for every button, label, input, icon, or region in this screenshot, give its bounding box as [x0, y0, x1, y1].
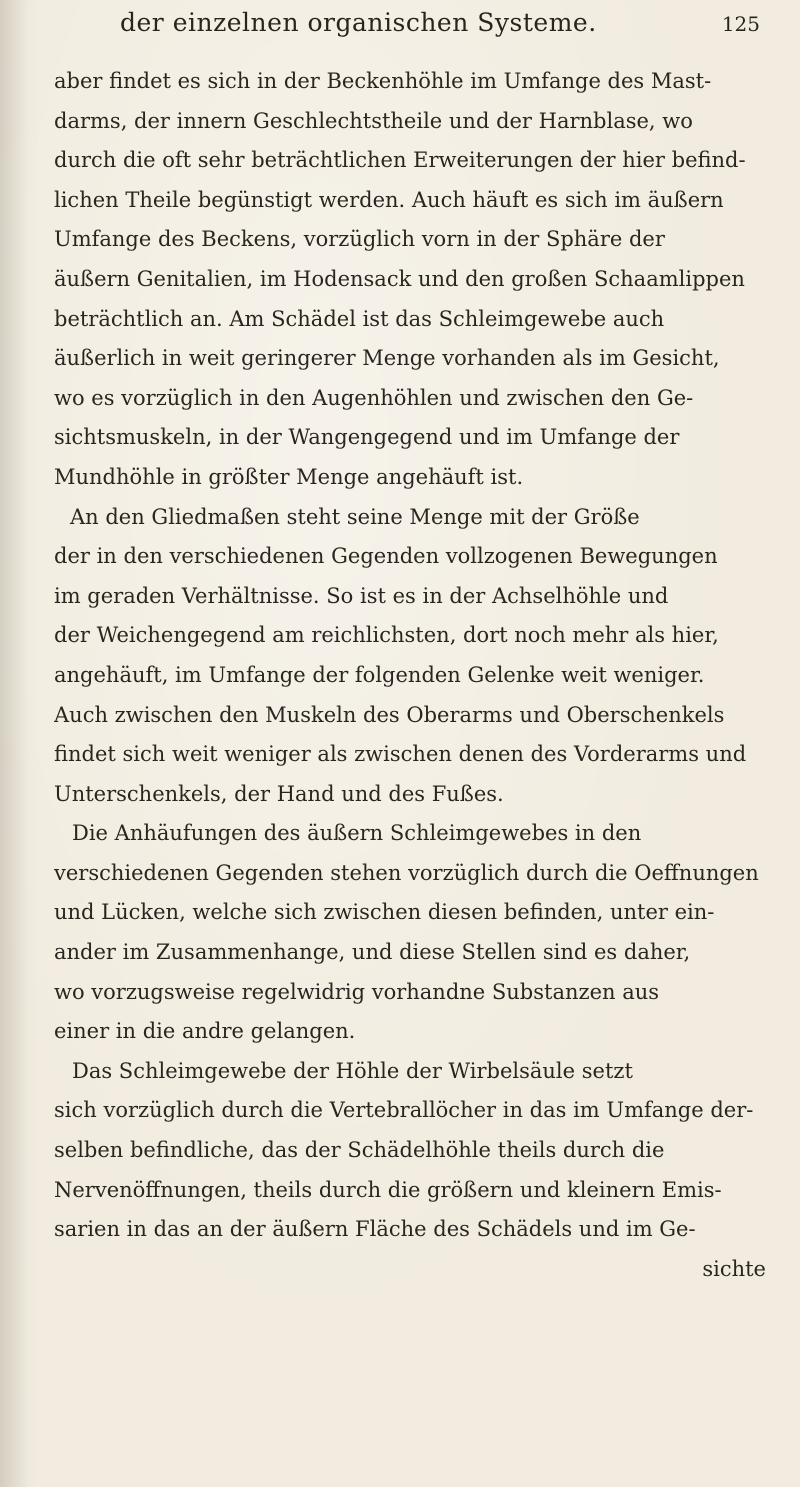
- text-line: Mundhöhle in größter Menge angehäuft ist.: [54, 464, 524, 489]
- text-line: äußern Genitalien, im Hodensack und den großen Schaamlippen: [54, 266, 745, 291]
- page-number: 125: [721, 12, 760, 36]
- text-line: lichen Theile begünstigt werden. Auch häuft es sich im äußern: [54, 187, 724, 212]
- text-line: einer in die andre gelangen.: [54, 1019, 356, 1044]
- text-line: sarien in das an der äußern Fläche des Schädels und im Ge-: [54, 1217, 696, 1242]
- text-line: findet sich weit weniger als zwischen denen des Vorderarms und: [54, 742, 747, 767]
- text-line: selben befindliche, das der Schädelhöhle theils durch die: [54, 1138, 665, 1163]
- text-line: Unterschenkels, der Hand und des Fußes.: [54, 781, 504, 806]
- text-line: und Lücken, welche sich zwischen diesen befinden, unter ein-: [54, 900, 715, 925]
- running-head: der einzelnen organischen Systeme.: [120, 8, 597, 37]
- catchword: sichte: [702, 1256, 766, 1281]
- text-line: Auch zwischen den Muskeln des Oberarms und Oberschenkels: [54, 702, 725, 727]
- text-line: angehäuft, im Umfange der folgenden Gelenke weit weniger.: [54, 662, 705, 687]
- paragraph-start: Das Schleimgewebe der Höhle der Wirbelsäule setzt: [72, 1058, 633, 1083]
- paragraph-start: Die Anhäufungen des äußern Schleimgewebes in den: [72, 821, 642, 846]
- text-line: der Weichengegend am reichlichsten, dort noch mehr als hier,: [54, 623, 719, 648]
- text-line: beträchtlich an. Am Schädel ist das Schleimgewebe auch: [54, 306, 665, 331]
- body-text: [54, 62, 766, 1289]
- text-line: der in den verschiedenen Gegenden vollzogenen Bewegungen: [54, 544, 718, 569]
- text-line: verschiedenen Gegenden stehen vorzüglich durch die Oeffnungen: [54, 860, 759, 885]
- text-line: äußerlich in weit geringerer Menge vorhanden als im Gesicht,: [54, 346, 720, 371]
- page-header: [120, 8, 760, 48]
- text-line: sichtsmuskeln, in der Wangengegend und im Umfange der: [54, 425, 680, 450]
- text-line: Umfange des Beckens, vorzüglich vorn in der Sphäre der: [54, 227, 665, 252]
- paragraph-start: An den Gliedmaßen steht seine Menge mit der Größe: [70, 504, 640, 529]
- text-line: Nervenöffnungen, theils durch die größern und kleinern Emis-: [54, 1177, 722, 1202]
- page-fold-shadow: [0, 0, 28, 1487]
- text-line: im geraden Verhältnisse. So ist es in der Achselhöhle und: [54, 583, 669, 608]
- text-line: durch die oft sehr beträchtlichen Erweiterungen der hier befind-: [54, 148, 746, 173]
- text-line: ander im Zusammenhange, und diese Stellen sind es daher,: [54, 940, 691, 965]
- text-line: darms, der innern Geschlechtstheile und der Harnblase, wo: [54, 108, 693, 133]
- text-line: aber findet es sich in der Beckenhöhle im Umfange des Mast-: [54, 69, 712, 93]
- text-line: wo vorzugsweise regelwidrig vorhandne Substanzen aus: [54, 979, 660, 1004]
- text-line: wo es vorzüglich in den Augenhöhlen und zwischen den Ge-: [54, 385, 694, 410]
- text-line: sich vorzüglich durch die Vertebrallöcher in das im Umfange der-: [54, 1098, 754, 1123]
